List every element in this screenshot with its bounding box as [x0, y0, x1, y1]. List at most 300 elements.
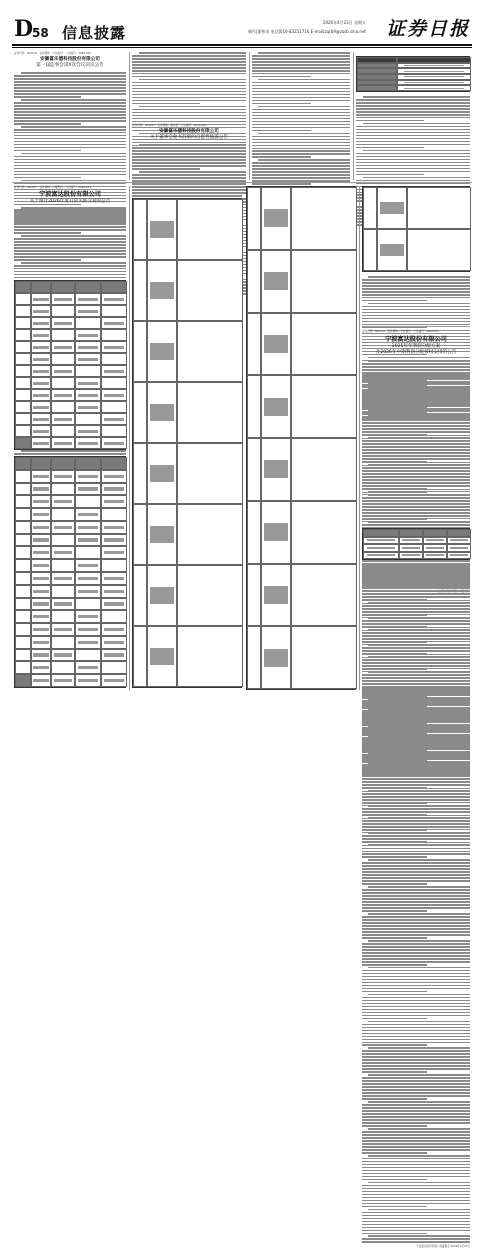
text-line [362, 925, 470, 927]
text-line [362, 384, 427, 386]
body-text [362, 564, 470, 1243]
text-line [368, 303, 470, 305]
text-line [362, 471, 470, 473]
text-line [362, 1042, 470, 1044]
text-line [362, 483, 470, 485]
text-line [363, 96, 470, 98]
text-line [362, 515, 470, 517]
text-line [362, 639, 470, 641]
text-line [368, 387, 470, 389]
text-line [252, 61, 350, 63]
text-line [362, 1030, 470, 1032]
text-line [362, 489, 470, 491]
text-line [252, 165, 350, 167]
text-line [362, 393, 470, 395]
text-line [14, 84, 126, 86]
text-line [356, 114, 470, 116]
related-transactions-table-e [362, 186, 470, 272]
text-line [132, 115, 246, 117]
text-line [362, 402, 470, 404]
text-line [362, 734, 470, 736]
text-line [362, 815, 470, 817]
text-line [362, 420, 470, 422]
text-line [252, 142, 350, 144]
text-line [132, 112, 246, 114]
text-line [258, 159, 350, 161]
text-line [362, 1036, 470, 1038]
text-line [362, 955, 470, 957]
text-line [362, 674, 470, 676]
text-line [14, 256, 126, 258]
text-line [362, 603, 470, 605]
text-line [132, 76, 200, 78]
text-line [252, 100, 350, 102]
text-line [362, 524, 470, 526]
text-line [14, 165, 126, 167]
text-line [362, 1140, 470, 1142]
text-line [368, 833, 470, 835]
text-line [362, 770, 470, 772]
related-transactions-table-d [246, 186, 356, 690]
text-line [362, 761, 470, 763]
text-line [252, 103, 311, 105]
text-line [368, 276, 470, 278]
text-line [252, 76, 311, 78]
text-line [14, 174, 126, 176]
text-line [362, 1015, 470, 1017]
text-line [252, 168, 350, 170]
text-line [252, 118, 350, 120]
text-line [362, 851, 470, 853]
text-line [252, 124, 350, 126]
section-divider [362, 326, 470, 327]
text-line [14, 214, 126, 216]
text-line [368, 940, 470, 942]
text-line [362, 1149, 470, 1151]
text-line [362, 624, 470, 626]
text-line [362, 492, 427, 494]
text-line [356, 156, 470, 158]
text-line [362, 782, 470, 784]
text-line [362, 282, 470, 284]
text-line [362, 651, 470, 653]
text-line [362, 297, 470, 299]
text-line [362, 865, 470, 867]
notice-1 [14, 52, 126, 180]
text-line [362, 1077, 470, 1079]
text-line [14, 108, 126, 110]
text-line [252, 67, 350, 69]
text-line [362, 1179, 427, 1181]
text-line [362, 892, 470, 894]
text-line [14, 156, 126, 158]
text-line [356, 129, 470, 131]
text-line [356, 147, 424, 149]
text-line [362, 1068, 470, 1070]
text-line [362, 830, 427, 832]
text-line [139, 52, 246, 54]
text-line [14, 129, 126, 131]
text-line [252, 112, 350, 114]
text-line [14, 96, 81, 98]
text-line [132, 192, 242, 194]
text-line [362, 372, 470, 374]
text-line [362, 518, 427, 520]
text-line [362, 366, 470, 368]
text-line [362, 680, 470, 682]
text-line [21, 153, 126, 155]
text-line [139, 171, 246, 173]
notice-1-title: 第一届监事会第X次会议决议公告 [36, 63, 104, 69]
text-line [362, 1083, 470, 1085]
text-line [362, 300, 427, 302]
text-line [252, 145, 350, 147]
text-line [363, 150, 470, 152]
text-line [362, 1012, 470, 1014]
text-line [14, 105, 126, 107]
text-line [362, 1176, 470, 1178]
text-line [368, 360, 470, 362]
text-line [362, 1050, 470, 1052]
text-line [362, 1137, 470, 1139]
text-line [362, 309, 470, 311]
text-line [362, 1218, 470, 1220]
text-line [362, 1215, 470, 1217]
text-line [362, 1027, 470, 1029]
related-transactions-table-b [14, 456, 126, 688]
text-line [362, 396, 470, 398]
text-line [252, 127, 350, 129]
text-line [363, 123, 470, 125]
text-line [258, 79, 350, 81]
text-line [362, 456, 470, 458]
text-line [14, 177, 81, 179]
text-line [362, 429, 470, 431]
text-line [132, 165, 246, 167]
text-line [362, 928, 470, 930]
text-line [362, 1033, 470, 1035]
text-line [362, 612, 470, 614]
text-line [132, 70, 246, 72]
text-line [21, 450, 126, 452]
text-line [362, 677, 470, 679]
text-line [362, 465, 427, 467]
text-line [362, 946, 470, 948]
text-line [362, 665, 470, 667]
text-line [132, 162, 246, 164]
text-line [362, 497, 470, 499]
text-line [362, 597, 470, 599]
text-line [356, 153, 470, 155]
text-line [139, 79, 246, 81]
text-line [356, 138, 470, 140]
masthead-rule-thick [12, 44, 472, 46]
text-line [14, 238, 126, 240]
text-line [21, 126, 126, 128]
text-line [356, 108, 470, 110]
text-line [362, 862, 470, 864]
text-line [362, 853, 470, 855]
related-transactions-table-c [132, 186, 242, 690]
column-rule [359, 186, 360, 690]
text-line [362, 1158, 470, 1160]
text-line [362, 399, 470, 401]
table-c-caption [132, 186, 242, 198]
text-line [14, 211, 126, 213]
text-line [362, 588, 427, 590]
text-line [362, 788, 470, 790]
page-number: 58 [32, 26, 49, 40]
text-line [362, 689, 470, 691]
text-line [14, 241, 126, 243]
notice-3-company: 宁波富达股份有限公司 [39, 191, 101, 199]
text-line [362, 444, 470, 446]
text-line [362, 1197, 470, 1199]
text-line [362, 842, 470, 844]
text-line [362, 438, 427, 440]
text-line [368, 564, 470, 566]
table-c-grid [132, 198, 242, 688]
text-line [21, 180, 126, 182]
upper-right-table-block [356, 56, 470, 180]
text-line [362, 426, 470, 428]
notice-2-title: 关于董事会秘书辞职的自愿性披露公告 [149, 135, 229, 141]
text-line [362, 1024, 470, 1026]
text-line [368, 618, 470, 620]
text-line [132, 121, 246, 123]
text-line [14, 93, 126, 95]
section-name: 信息披露 [62, 24, 127, 42]
related-transactions-table-a [14, 280, 126, 450]
text-line [368, 521, 470, 523]
text-line [14, 135, 126, 137]
text-line [362, 363, 470, 365]
column-rule [129, 186, 130, 690]
text-line [14, 265, 126, 267]
text-line [252, 156, 311, 158]
text-line [362, 378, 470, 380]
text-line [362, 567, 470, 569]
text-line [362, 291, 470, 293]
text-line [132, 82, 246, 84]
text-line [362, 898, 470, 900]
text-line [362, 976, 470, 978]
text-line [132, 156, 246, 158]
text-line [362, 821, 470, 823]
text-line [252, 130, 311, 132]
text-line [132, 159, 246, 161]
text-line [14, 78, 126, 80]
text-line [14, 253, 126, 255]
text-line [362, 668, 427, 670]
text-line [362, 755, 470, 757]
notice-3-closing [362, 276, 470, 322]
text-line [368, 752, 470, 754]
text-line [368, 591, 470, 593]
text-line [132, 174, 246, 176]
notice-3-title: 关于预计2026年度日常关联交易的公告 [29, 199, 111, 205]
text-line [362, 432, 470, 434]
text-line [362, 958, 470, 960]
text-line [362, 408, 470, 410]
text-line [356, 159, 470, 161]
text-line [14, 102, 126, 104]
text-line [368, 468, 470, 470]
text-line [14, 226, 126, 228]
text-line [362, 1095, 470, 1097]
text-line [362, 713, 470, 715]
text-line [132, 73, 246, 75]
column-rule [249, 52, 250, 180]
text-line [362, 836, 470, 838]
text-line [132, 103, 200, 105]
text-line [362, 1230, 470, 1232]
text-line [356, 135, 470, 137]
notice-4-body-cont [362, 564, 470, 1248]
text-line [14, 123, 81, 125]
text-line [362, 764, 470, 766]
text-line [362, 985, 470, 987]
text-line [362, 1191, 470, 1193]
text-line [362, 1188, 470, 1190]
text-line [14, 274, 126, 276]
text-line [362, 381, 470, 383]
text-line [252, 109, 350, 111]
text-line [14, 117, 126, 119]
paper-logo: 证券日报 [385, 18, 470, 40]
table-a-grid [14, 280, 126, 450]
text-line [362, 740, 470, 742]
text-line [368, 1182, 470, 1184]
text-line [368, 698, 470, 700]
section-divider [12, 182, 472, 183]
text-line [362, 683, 470, 685]
text-line [14, 247, 126, 249]
text-line [362, 934, 470, 936]
text-line [356, 105, 470, 107]
text-line [132, 67, 246, 69]
text-line [362, 1233, 427, 1235]
text-line [362, 776, 427, 778]
text-line [362, 615, 427, 617]
text-line [139, 144, 246, 146]
text-line [258, 52, 350, 54]
text-line [362, 791, 470, 793]
text-line [362, 306, 470, 308]
text-line [362, 642, 427, 644]
text-line [132, 118, 246, 120]
text-line [139, 186, 242, 188]
text-line [362, 1089, 470, 1091]
text-line [252, 115, 350, 117]
text-line [362, 1203, 470, 1205]
text-line [362, 710, 470, 712]
text-line [14, 87, 126, 89]
text-line [252, 150, 350, 152]
text-line [362, 1113, 470, 1115]
text-line [362, 931, 470, 933]
text-line [14, 168, 126, 170]
text-line [362, 609, 470, 611]
text-line [368, 967, 470, 969]
text-line [139, 106, 246, 108]
notice-2-company: 安徽富乐德科技股份有限公司 [159, 129, 219, 135]
text-line [362, 880, 470, 882]
text-line [252, 94, 350, 96]
text-line [132, 94, 246, 96]
text-line [362, 630, 470, 632]
text-line [362, 839, 470, 841]
text-line [21, 72, 126, 74]
text-line [362, 657, 470, 659]
text-line [362, 417, 470, 419]
text-line [362, 812, 470, 814]
text-line [362, 321, 470, 323]
text-line [362, 827, 470, 829]
text-line [362, 1224, 470, 1226]
text-line [362, 695, 427, 697]
text-line [362, 312, 470, 314]
text-line [362, 803, 427, 805]
text-line [362, 285, 470, 287]
text-line [14, 141, 126, 143]
text-line [362, 288, 470, 290]
notice-2 [132, 124, 246, 180]
text-line [362, 423, 470, 425]
text-line [362, 707, 470, 709]
notice-3 [14, 186, 126, 278]
text-line [362, 809, 470, 811]
text-line [362, 480, 470, 482]
text-line [362, 1056, 470, 1058]
text-line [362, 654, 470, 656]
text-line [14, 144, 126, 146]
column-rule [353, 52, 354, 180]
text-line [132, 195, 242, 197]
text-line [362, 1212, 470, 1214]
text-line [252, 177, 350, 179]
text-line [362, 997, 470, 999]
table-d-grid [246, 186, 356, 690]
text-line [362, 1086, 470, 1088]
text-line [132, 55, 246, 57]
text-line [368, 1209, 470, 1211]
text-line [356, 141, 470, 143]
text-line [14, 138, 126, 140]
text-line [362, 474, 470, 476]
text-line [362, 1122, 470, 1124]
text-line [362, 1107, 470, 1109]
text-line [362, 1238, 470, 1240]
editor-line: 制作|董寒冰 电话|010-83251716 E-mail|zqrb9@zqrb.sina.net [247, 29, 366, 34]
text-line [362, 411, 427, 413]
text-line [362, 1065, 470, 1067]
text-line [362, 1241, 470, 1243]
text-line [362, 982, 470, 984]
text-line [362, 871, 470, 873]
text-line [362, 746, 470, 748]
text-line [132, 61, 246, 63]
text-line [14, 159, 126, 161]
text-line [368, 671, 470, 673]
text-line [14, 259, 81, 261]
text-line [368, 886, 470, 888]
text-line [356, 162, 470, 164]
text-line [362, 435, 470, 437]
text-line [362, 800, 470, 802]
text-line [368, 1155, 470, 1157]
text-line [14, 171, 126, 173]
